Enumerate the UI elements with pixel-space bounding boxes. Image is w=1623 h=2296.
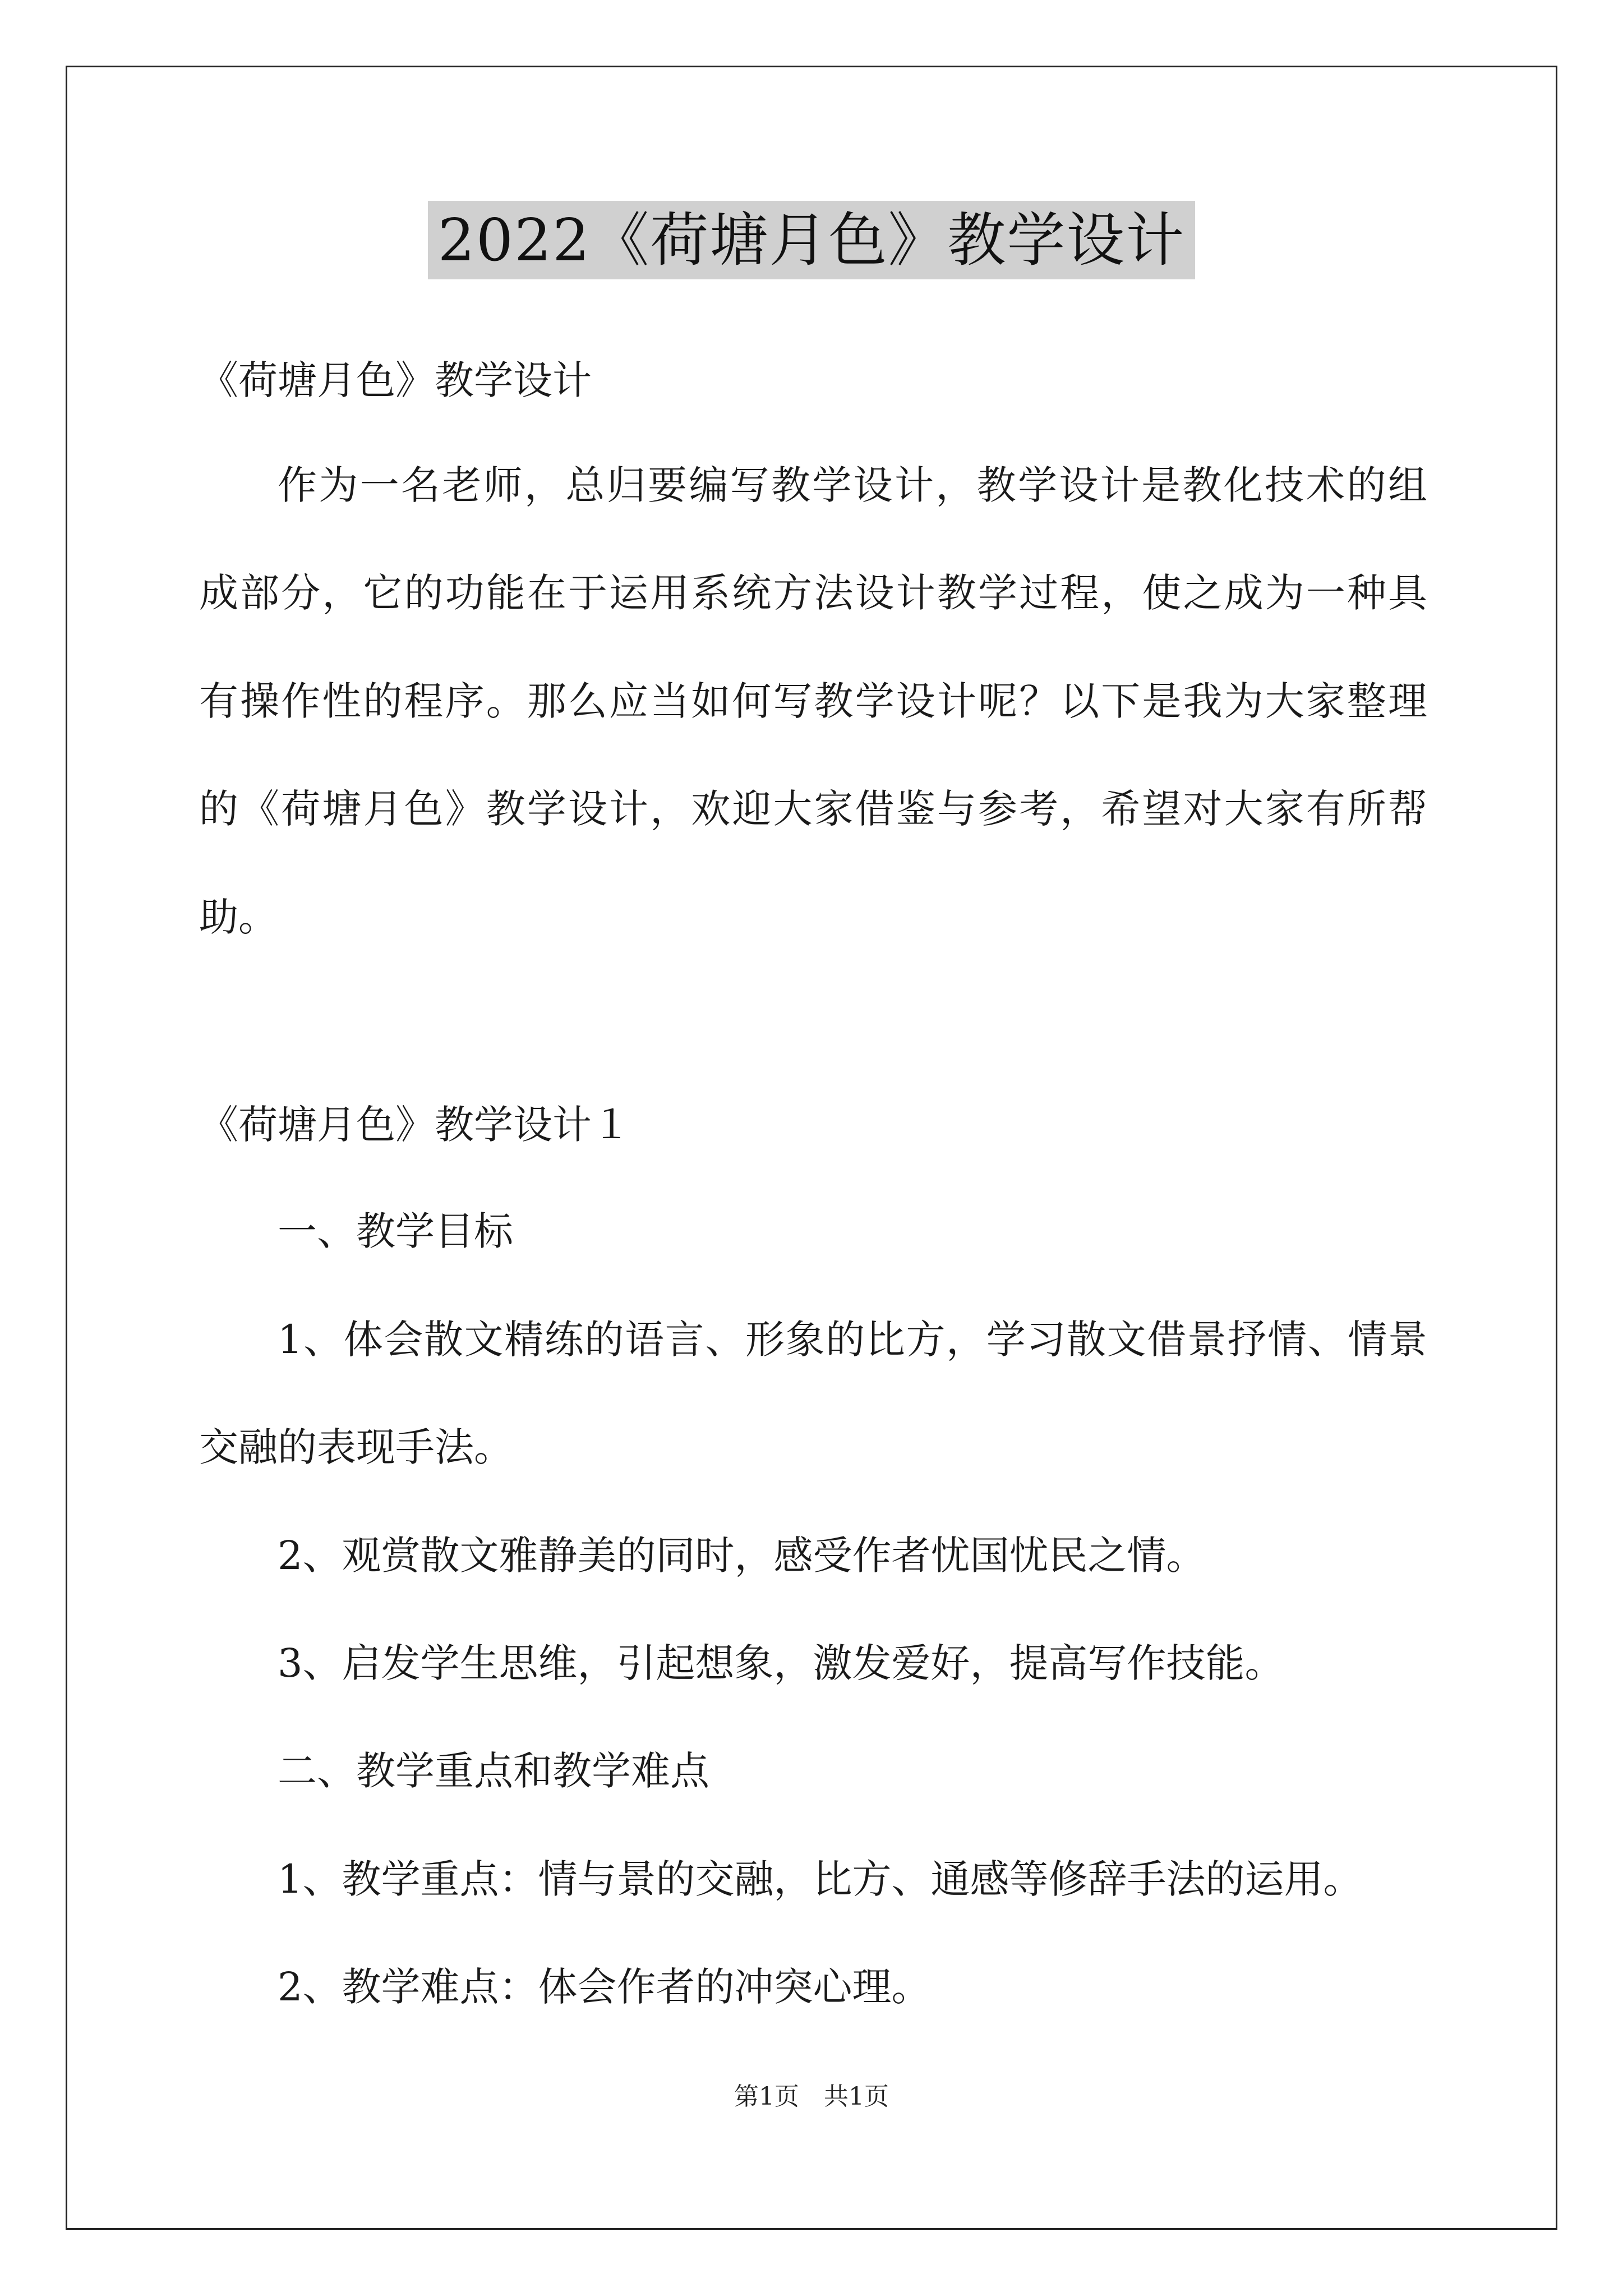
intro-line-1: 作为一名老师，总归要编写教学设计，教学设计是教化技术的组 xyxy=(278,462,1427,508)
intro-line-4: 的《荷塘月色》教学设计，欢迎大家借鉴与参考，希望对大家有所帮 xyxy=(199,786,1427,832)
title-container xyxy=(0,201,1623,279)
heading-key-points: 二、教学重点和教学难点 xyxy=(278,1748,709,1794)
key-point-2: 2、教学难点：体会作者的冲突心理。 xyxy=(278,1964,931,2010)
document-title: 2022《荷塘月色》教学设计 xyxy=(428,201,1196,279)
intro-line-3: 有操作性的程序。那么应当如何写教学设计呢？以下是我为大家整理 xyxy=(199,678,1427,724)
intro-line-5: 助。 xyxy=(199,894,278,940)
goal-1-line-2: 交融的表现手法。 xyxy=(199,1424,513,1470)
page-footer: 第1页 共1页 xyxy=(734,2082,889,2111)
section-title: 《荷塘月色》教学设计１ xyxy=(199,1102,631,1148)
heading-teaching-goals: 一、教学目标 xyxy=(278,1208,513,1254)
intro-line-2: 成部分，它的功能在于运用系统方法设计教学过程，使之成为一种具 xyxy=(199,570,1427,616)
key-point-1: 1、教学重点：情与景的交融，比方、通感等修辞手法的运用。 xyxy=(278,1856,1363,1902)
goal-1-line-1: 1、体会散文精练的语言、形象的比方，学习散文借景抒情、情景 xyxy=(278,1317,1427,1363)
subtitle: 《荷塘月色》教学设计 xyxy=(199,357,592,403)
goal-2: 2、观赏散文雅静美的同时，感受作者忧国忧民之情。 xyxy=(278,1533,1206,1579)
goal-3: 3、启发学生思维，引起想象，激发爱好，提高写作技能。 xyxy=(278,1640,1284,1686)
